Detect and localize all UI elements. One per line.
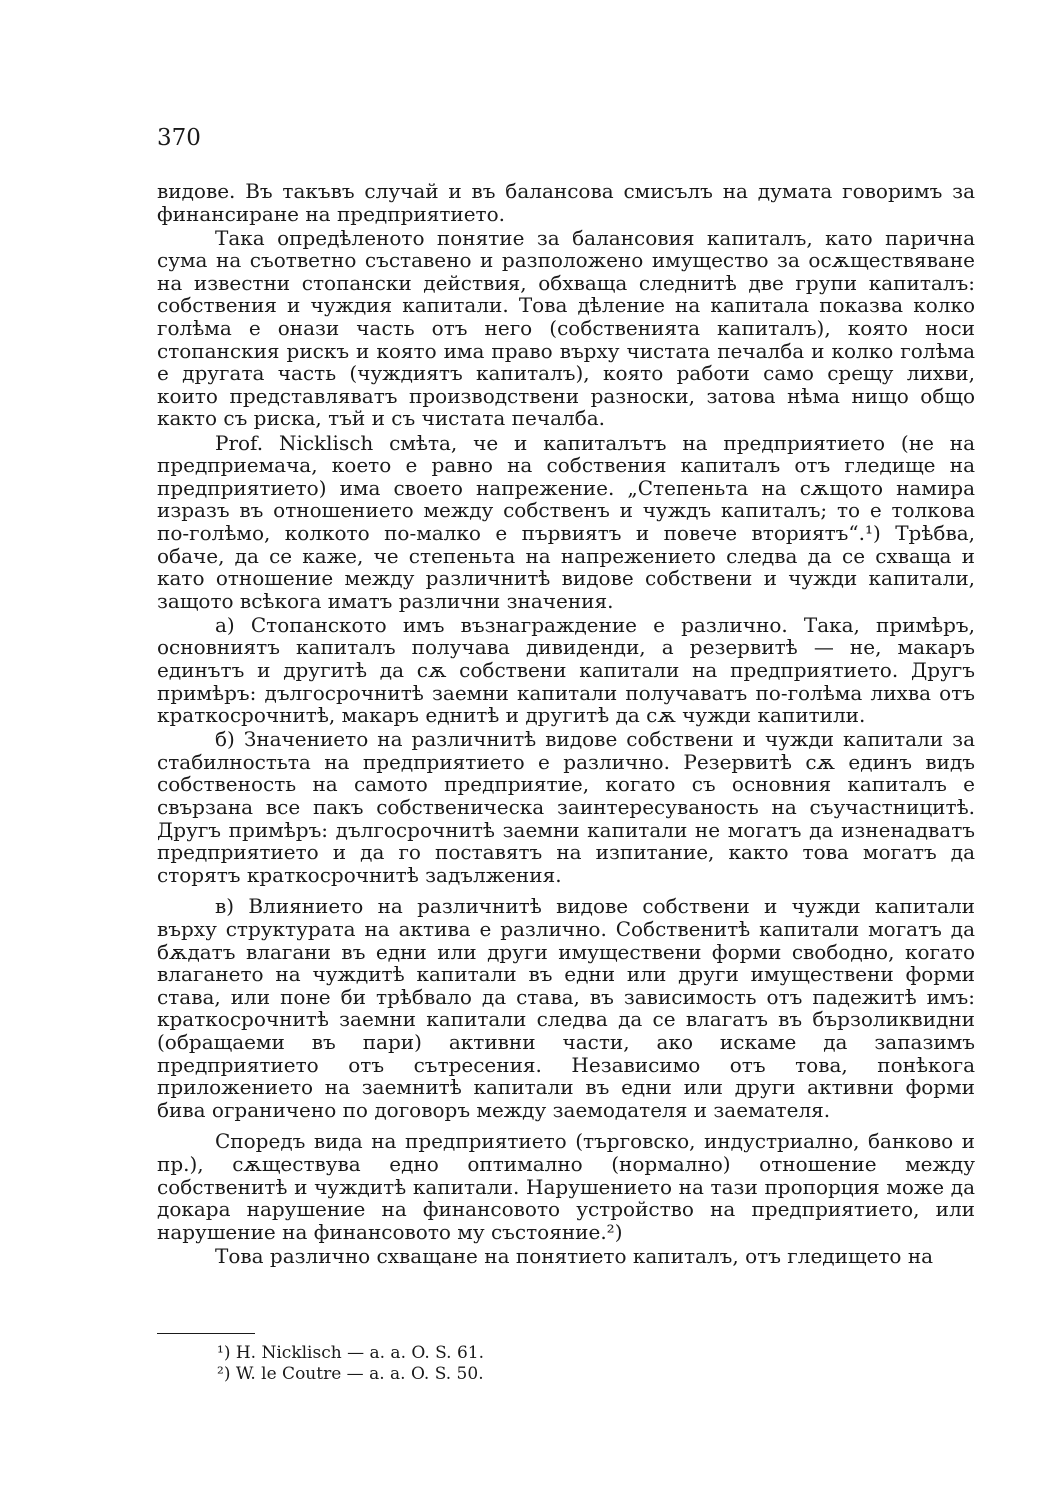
paragraph: в) Влиянието на различнитѣ видове собствени и чужди капитали върху структурата на актива е различно. Собственитѣ капитали могатъ да бѫдатъ влагани въ едни или други имуществени форми свободно, когато влагането на чуждитѣ капитали въ едни или други имуществени форми става, или поне би трѣбвало да става, въ зависимость отъ падежитѣ имъ: краткосрочнитѣ заемни капитали следва да се влагатъ въ бързоликвидни (обращаеми въ пари) активни части, ако искаме да запазимъ предприятието отъ сътресения. Независимо отъ това, понѣкога приложението на заемнитѣ капитали въ едни или други активни форми бива ограничено по договоръ между заемодателя и заемателя.: [157, 894, 975, 1122]
footnote-divider: [157, 1333, 255, 1334]
paragraph: Така опредѣленото понятие за балансовия капиталъ, като парична сума на съответно съставено и разположено имущество за осѫществяване на известни стопански действия, обхваща следнитѣ две групи капиталъ: собствения и чуждия капитали. Това дѣление на капитала показва колко голѣма е онази часть отъ него (собственията капиталъ), която носи стопанския рискъ и която има право върху чистата печалба и колко голѣма е другата часть (чуждиятъ капиталъ), която работи само срещу лихви, които представляватъ производствени разноски, затова нѣма нищо общо както съ риска, тъй и съ чистата печалба.: [157, 225, 975, 431]
paragraph: Това различно схващане на понятието капиталъ, отъ гледището на: [215, 1243, 934, 1268]
paragraph: Споредъ вида на предприятието (търговско, индустриално, банково и пр.), сѫществува едно оптимално (нормално) отношение между собственитѣ и чуждитѣ капитали. Нарушението на тази пропорция може да докара нарушение на финансовото устройство на предприятието, или нарушение на финансовото му състояние.²): [157, 1129, 975, 1244]
footnotes: [217, 1343, 484, 1385]
paragraph: а) Стопанското имъ възнаграждение е различно. Така, примѣръ, основниятъ капиталъ получава дивиденди, а резервитѣ — не, макаръ единътъ и другитѣ да сѫ собствени капитали на предприятието. Другъ примѣръ: дългосрочнитѣ заемни капитали получаватъ по-голѣма лихва отъ краткосрочнитѣ, макаръ еднитѣ и другитѣ да сѫ чужди капитили.: [157, 612, 975, 728]
paragraph: Prof. Nicklisch смѣта, че и капиталътъ на предприятието (не на предприемача, което е равно на собствения капиталъ отъ гледище на предприятието) има своето напрежение. „Степеньта на сѫщото намира изразъ въ отношението между собственъ и чуждъ капиталъ; то е толкова по-голѣмо, колкото по-малко е първиятъ и повече вториятъ“.¹) Трѣбва, обаче, да се каже, че степеньта на напрежението следва да се схваща и като отношение между различнитѣ видове собствени и чужди капитали, защото всѣкога иматъ различни значения.: [157, 430, 975, 613]
paragraph: видове. Въ такъвъ случай и въ балансова смисълъ на думата говоримъ за финансиране на предприятието.: [157, 179, 975, 226]
page-number: 370: [157, 125, 201, 151]
footnote: ²) W. le Coutre — a. a. O. S. 50.: [217, 1364, 484, 1384]
footnote: ¹) H. Nicklisch — a. a. O. S. 61.: [217, 1343, 485, 1363]
body-text: [157, 180, 975, 1269]
paragraph: б) Значението на различнитѣ видове собствени и чужди капитали за стабилностьта на предприятието е различно. Резервитѣ сѫ единъ видъ собственость на самото предприятие, когато съ основния капиталъ е свързана все пакъ собственическа заинтересуваность на съучастницитѣ. Другъ примѣръ: дългосрочнитѣ заемни капитали не могатъ да изненадватъ предприятието и да го поставятъ на изпитание, както това могатъ да сторятъ краткосрочнитѣ задължения.: [157, 727, 975, 887]
